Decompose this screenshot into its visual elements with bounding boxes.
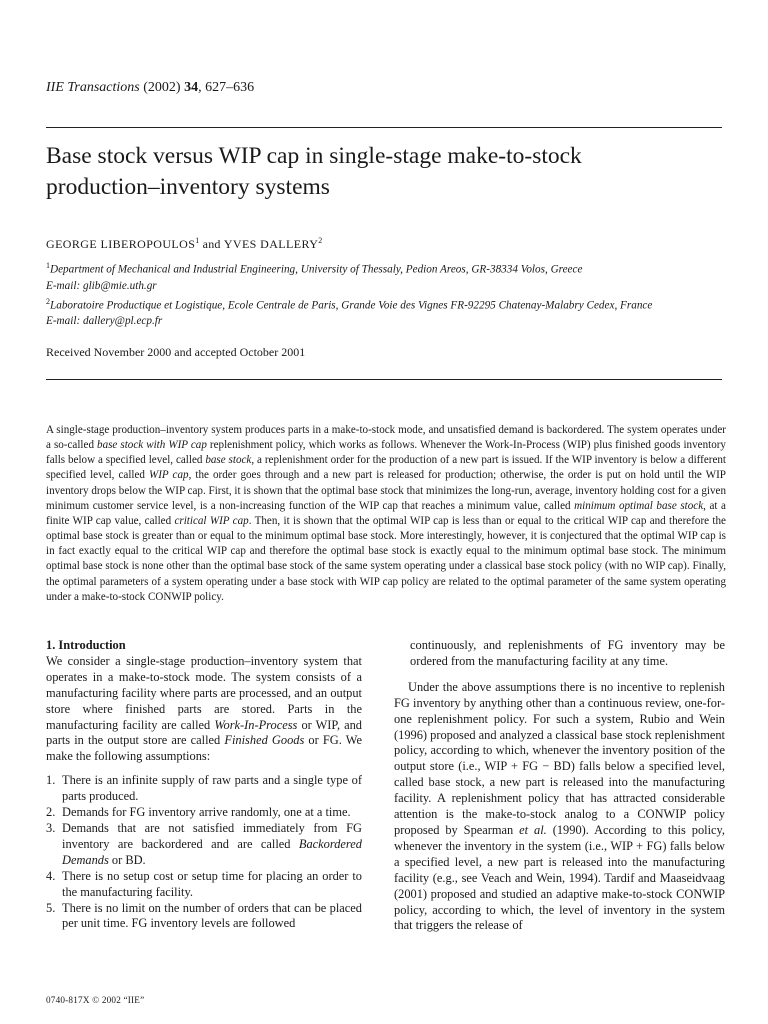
paper-title-line-2: production–inventory systems	[46, 174, 330, 200]
list-item-continuation: continuously, and replenishments of FG inventory may be ordered from the manufacturing facility at any time.	[410, 638, 725, 668]
list-item: 4. There is no setup cost or setup time for placing an order to the manufacturing facility.	[46, 868, 362, 899]
body-column-right	[394, 638, 725, 934]
author-2: YVES DALLERY	[223, 237, 319, 251]
assumption-list	[46, 773, 362, 932]
author-conjunction: and	[199, 237, 224, 251]
paper-title-line-1: Base stock versus WIP cap in single-stage make-to-stock	[46, 143, 582, 169]
affiliation-1-email: E-mail: glib@mie.uth.gr	[46, 279, 157, 292]
list-item: 2. Demands for FG inventory arrive randomly, one at a time.	[46, 805, 351, 820]
journal-pages: , 627–636	[198, 80, 255, 95]
section-heading: 1. Introduction	[46, 638, 126, 652]
affiliations	[46, 258, 726, 329]
abstract-divider	[46, 379, 722, 380]
affiliation-2-email: E-mail: dallery@pl.ecp.fr	[46, 315, 163, 328]
author-1-affil-marker: 1	[195, 236, 200, 245]
list-item: 5. There is no limit on the number of orders that can be placed per unit time. FG inventory levels are followed	[46, 900, 362, 931]
journal-volume: 34	[184, 80, 199, 95]
paper-title	[46, 141, 726, 203]
issn-code: 0740-817X	[46, 995, 90, 1005]
author-2-affil-marker: 2	[318, 236, 323, 245]
top-divider	[46, 127, 722, 128]
received-date: Received November 2000 and accepted October 2001	[46, 345, 306, 359]
list-item: 1. There is an infinite supply of raw parts and a single type of parts produced.	[46, 773, 362, 804]
copyright-footer	[46, 995, 144, 1005]
affiliation-2: $^2$Laboratoire Productique et Logistique, Ecole Centrale de Paris, Grande Voie des Vignes FR-92295 Chatenay-Malabry Cedex, France	[46, 296, 653, 312]
author-1: GEORGE LIBEROPOULOS	[46, 237, 196, 251]
journal-year: (2002)	[143, 80, 181, 95]
abstract: A single-stage production–inventory system produces parts in a make-to-stock mode, and unsatisfied demand is backordered. The system operates under a so-called base stock with WIP cap replenishment policy, which works as follows. Whenever the Work-In-Process (WIP) plus finished goods inventory falls below a specified level, called base stock, a replenishment order for the production of a new part is issued. If the WIP inventory is below a different specified level, called WIP cap, the order goes through and a new part is released for production; otherwise, the order is put on hold until the WIP inventory drops below the WIP cap. First, it is shown that the optimal base stock that minimizes the long-run, average, inventory holding cost for a given minimum customer service level, is a non-increasing function of the WIP cap that reaches a minimum value, called minimum optimal base stock, at a finite WIP cap value, called critical WIP cap. Then, it is shown that the optimal WIP cap is less than or equal to the critical WIP cap and therefore the optimal base stock is greater than or equal to the minimum optimal base stock. More interestingly, however, it is conjectured that the optimal WIP cap is in fact exactly equal to the critical WIP cap and therefore the optimal base stock is exactly equal to the minimum optimal base stock. The minimum optimal base stock is none other than the optimal base stock of the same system operating under a classical base stock policy (with no WIP cap). Finally, the optimal parameters of a system operating under a base stock with WIP cap policy are related to the optimal parameter of the same system operating under a make-to-stock CONWIP policy.	[46, 424, 727, 603]
journal-name: IIE Transactions	[46, 80, 140, 95]
author-list	[46, 236, 322, 252]
copyright-holder: 2002 “IIE”	[99, 995, 145, 1005]
list-item: 3. Demands that are not satisfied immediately from FG inventory are backordered and are called Backordered Demands or BD.	[46, 820, 362, 867]
journal-citation	[46, 80, 254, 96]
copyright-symbol: ©	[92, 995, 100, 1005]
intro-paragraph-1: We consider a single-stage production–inventory system that operates in a make-to-stock mode. The system consists of a manufacturing facility where parts are processed, and an output store where finished parts are stored. Parts in the manufacturing facility are called Work-In-Process or WIP, and parts in the output store are called Finished Goods or FG. We make the following assumptions:	[46, 653, 363, 764]
body-column-left	[46, 638, 362, 932]
affiliation-1: $^1$Department of Mechanical and Industrial Engineering, University of Thessaly, Pedion Areos, GR-38334 Volos, Greece	[46, 261, 583, 276]
intro-paragraph-2: Under the above assumptions there is no incentive to replenish FG inventory by anything other than a continuous review, one-for-one replenishment policy. For such a system, Rubio and Wein (1996) proposed and analyzed a classical base stock replenishment policy, according to which, whenever the inventory position of the output store (i.e., WIP + FG − BD) falls below a specified level, called base stock, a new part is released into the manufacturing facility. A replenishment policy that has attracted considerable attention is the make-to-stock analog to a CONWIP policy proposed by Spearman et al. (1990). According to this policy, whenever the inventory in the system (i.e., WIP + FG) falls below a specified level, a new part is released into the manufacturing facility (e.g., see Veach and Wein, 1994). Tardif and Maaseidvaag (2001) proposed and studied an adaptive make-to-stock CONWIP policy, according to which, the level of inventory in the system that triggers the release of	[394, 679, 726, 933]
